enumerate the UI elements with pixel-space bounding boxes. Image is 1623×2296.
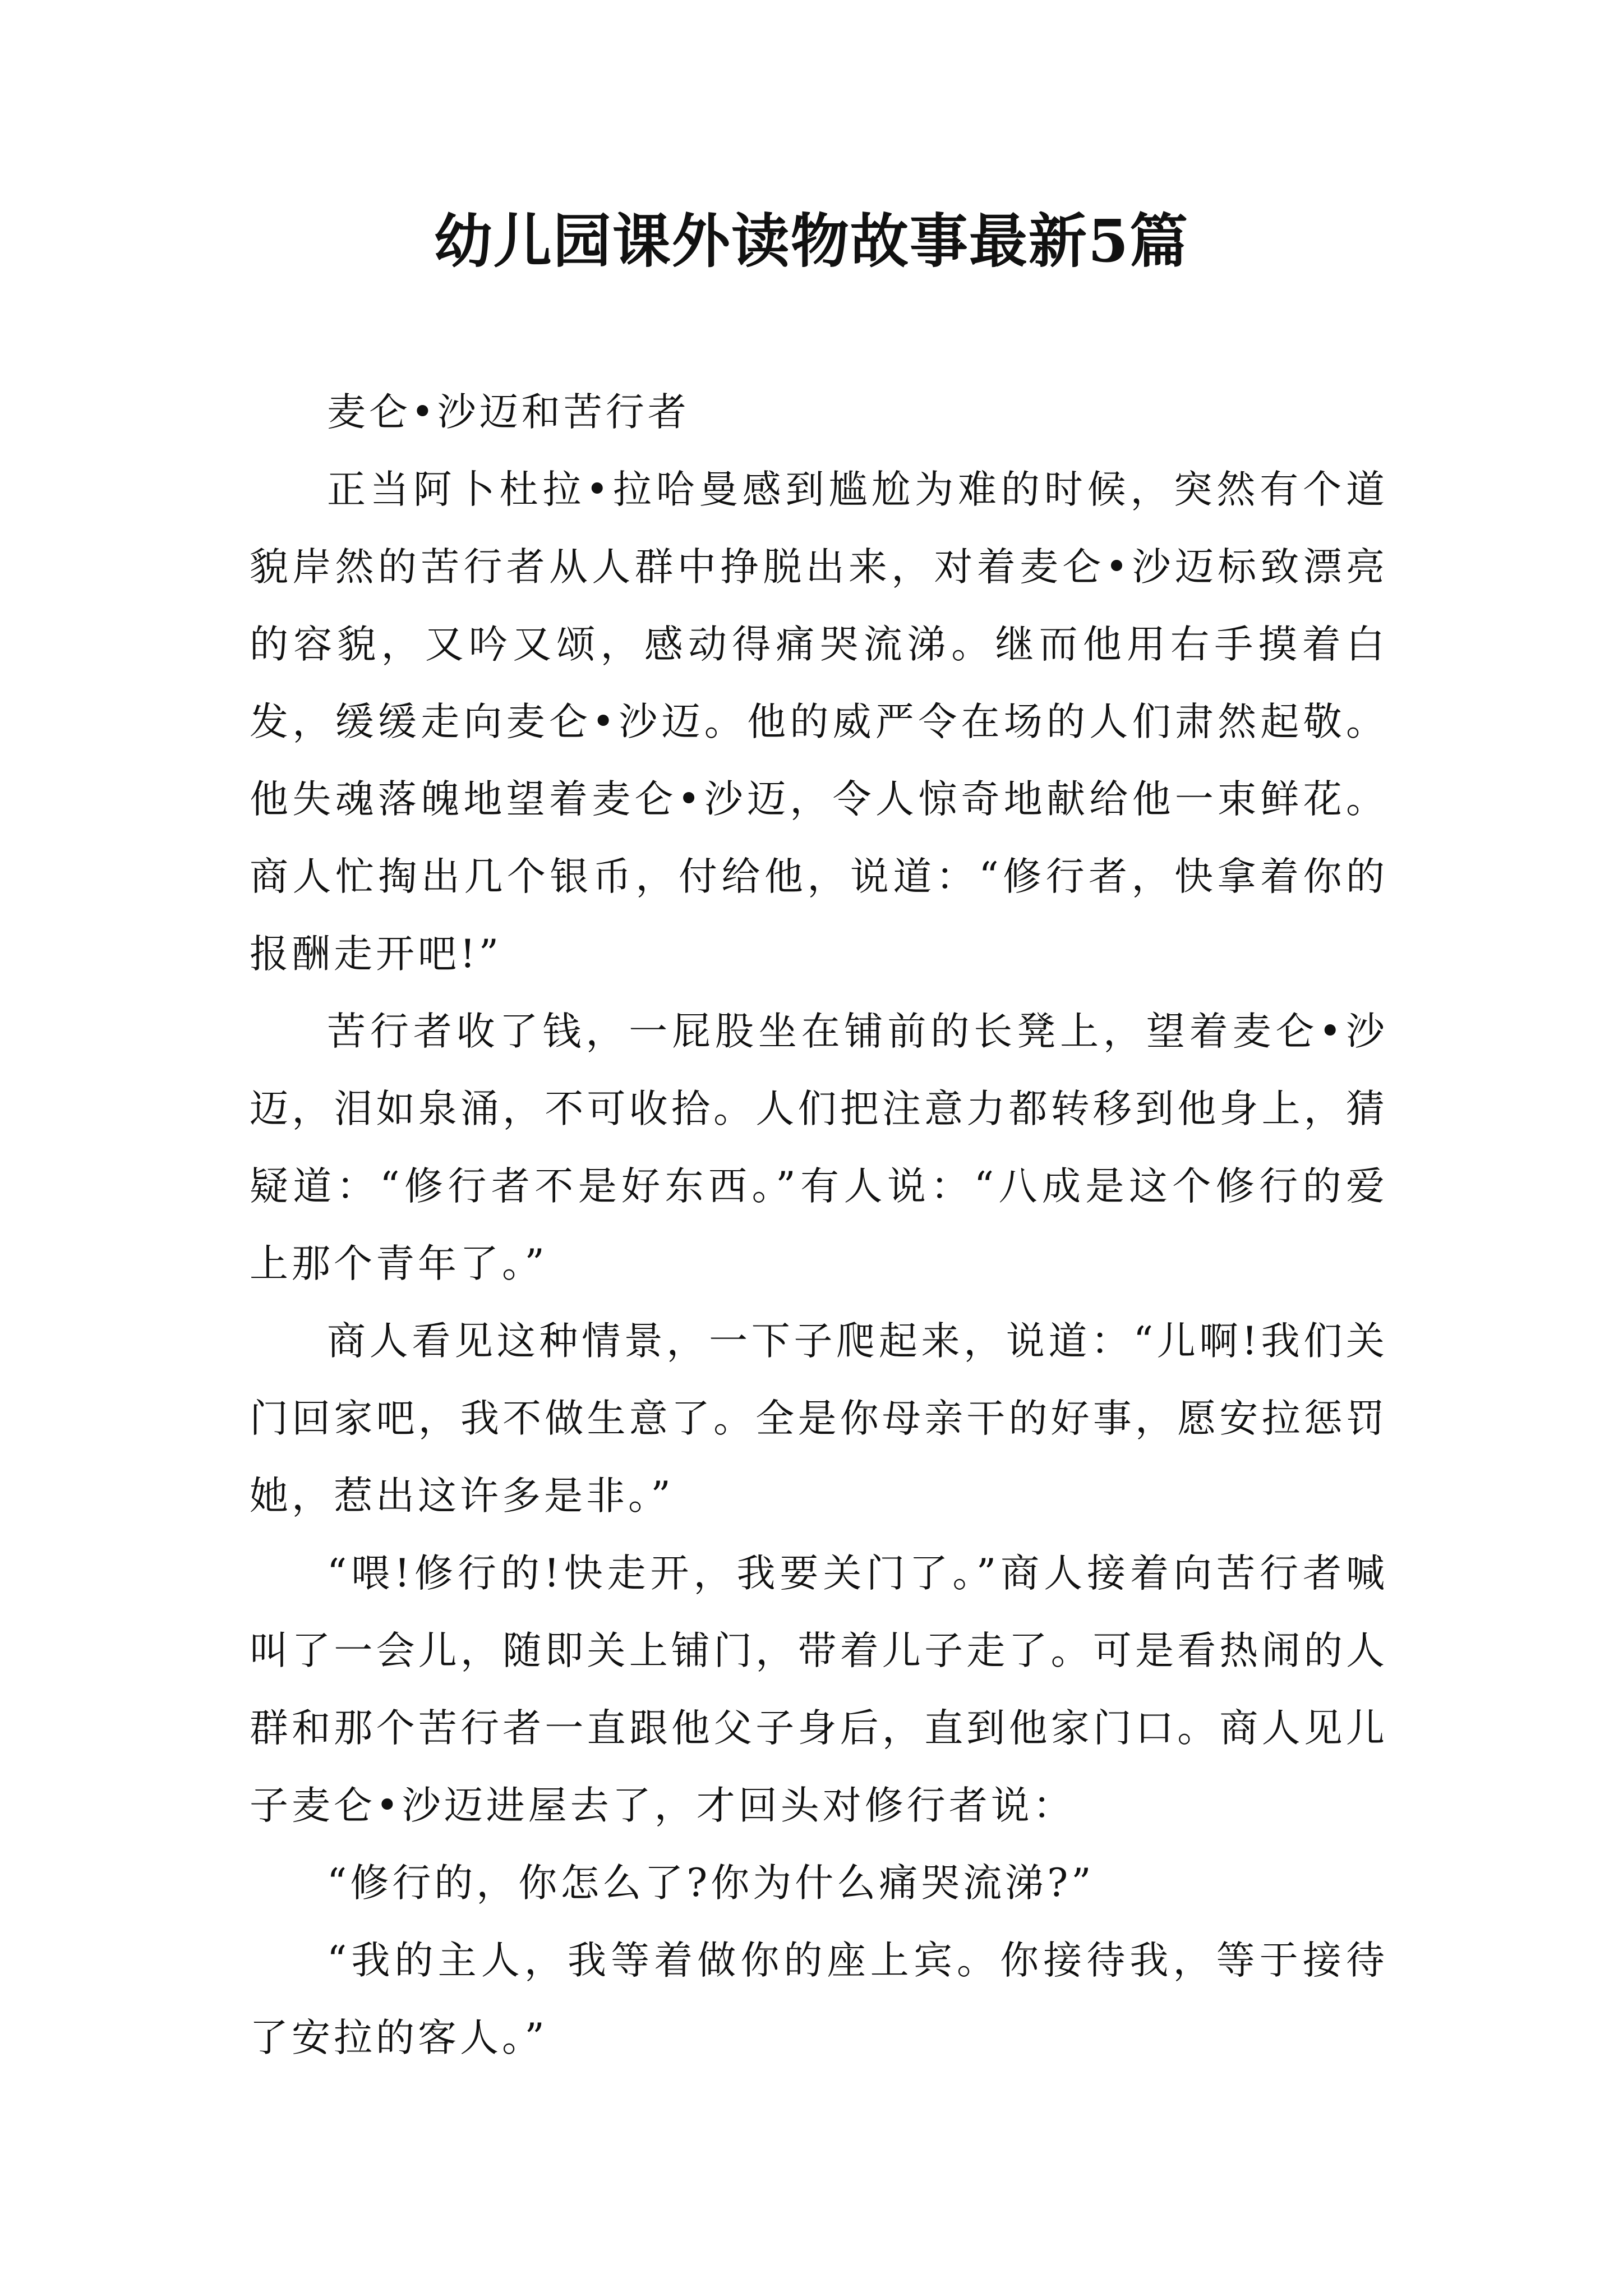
document-body (250, 374, 1388, 2077)
paragraph: “喂!修行的!快走开，我要关门了。”商人接着向苦行者喊叫了一会儿，随即关上铺门，带着儿子走了。可是看热闹的人群和那个苦行者一直跟他父子身后，直到他家门口。商人见儿子麦仑•沙迈进屋去了，才回头对修行者说： (250, 1551, 1388, 1828)
paragraph: “修行的，你怎么了?你为什么痛哭流涕?” (327, 1861, 1095, 1906)
paragraph: 苦行者收了钱，一屁股坐在铺前的长凳上，望着麦仑•沙迈，泪如泉涌，不可收拾。人们把注意力都转移到他身上，猜疑道：“修行者不是好东西。”有人说：“八成是这个修行的爱上那个青年了。” (250, 1009, 1388, 1286)
story-heading: 麦仑•沙迈和苦行者 (327, 390, 690, 435)
document-title: 幼儿园课外读物故事最新5篇 (434, 206, 1189, 275)
paragraph: “我的主人，我等着做你的座上宾。你接待我，等于接待了安拉的客人。” (250, 1938, 1388, 2060)
paragraph: 商人看见这种情景，一下子爬起来，说道：“儿啊!我们关门回家吧，我不做生意了。全是你母亲干的好事，愿安拉惩罚她，惹出这许多是非。” (250, 1319, 1388, 1519)
paragraph: 正当阿卜杜拉•拉哈曼感到尴尬为难的时候，突然有个道貌岸然的苦行者从人群中挣脱出来，对着麦仑•沙迈标致漂亮的容貌，又吟又颂，感动得痛哭流涕。继而他用右手摸着白发，缓缓走向麦仑•沙迈。他的威严令在场的人们肃然起敬。他失魂落魄地望着麦仑•沙迈，令人惊奇地献给他一束鲜花。商人忙掏出几个银币，付给他，说道：“修行者，快拿着你的报酬走开吧!” (250, 467, 1388, 977)
